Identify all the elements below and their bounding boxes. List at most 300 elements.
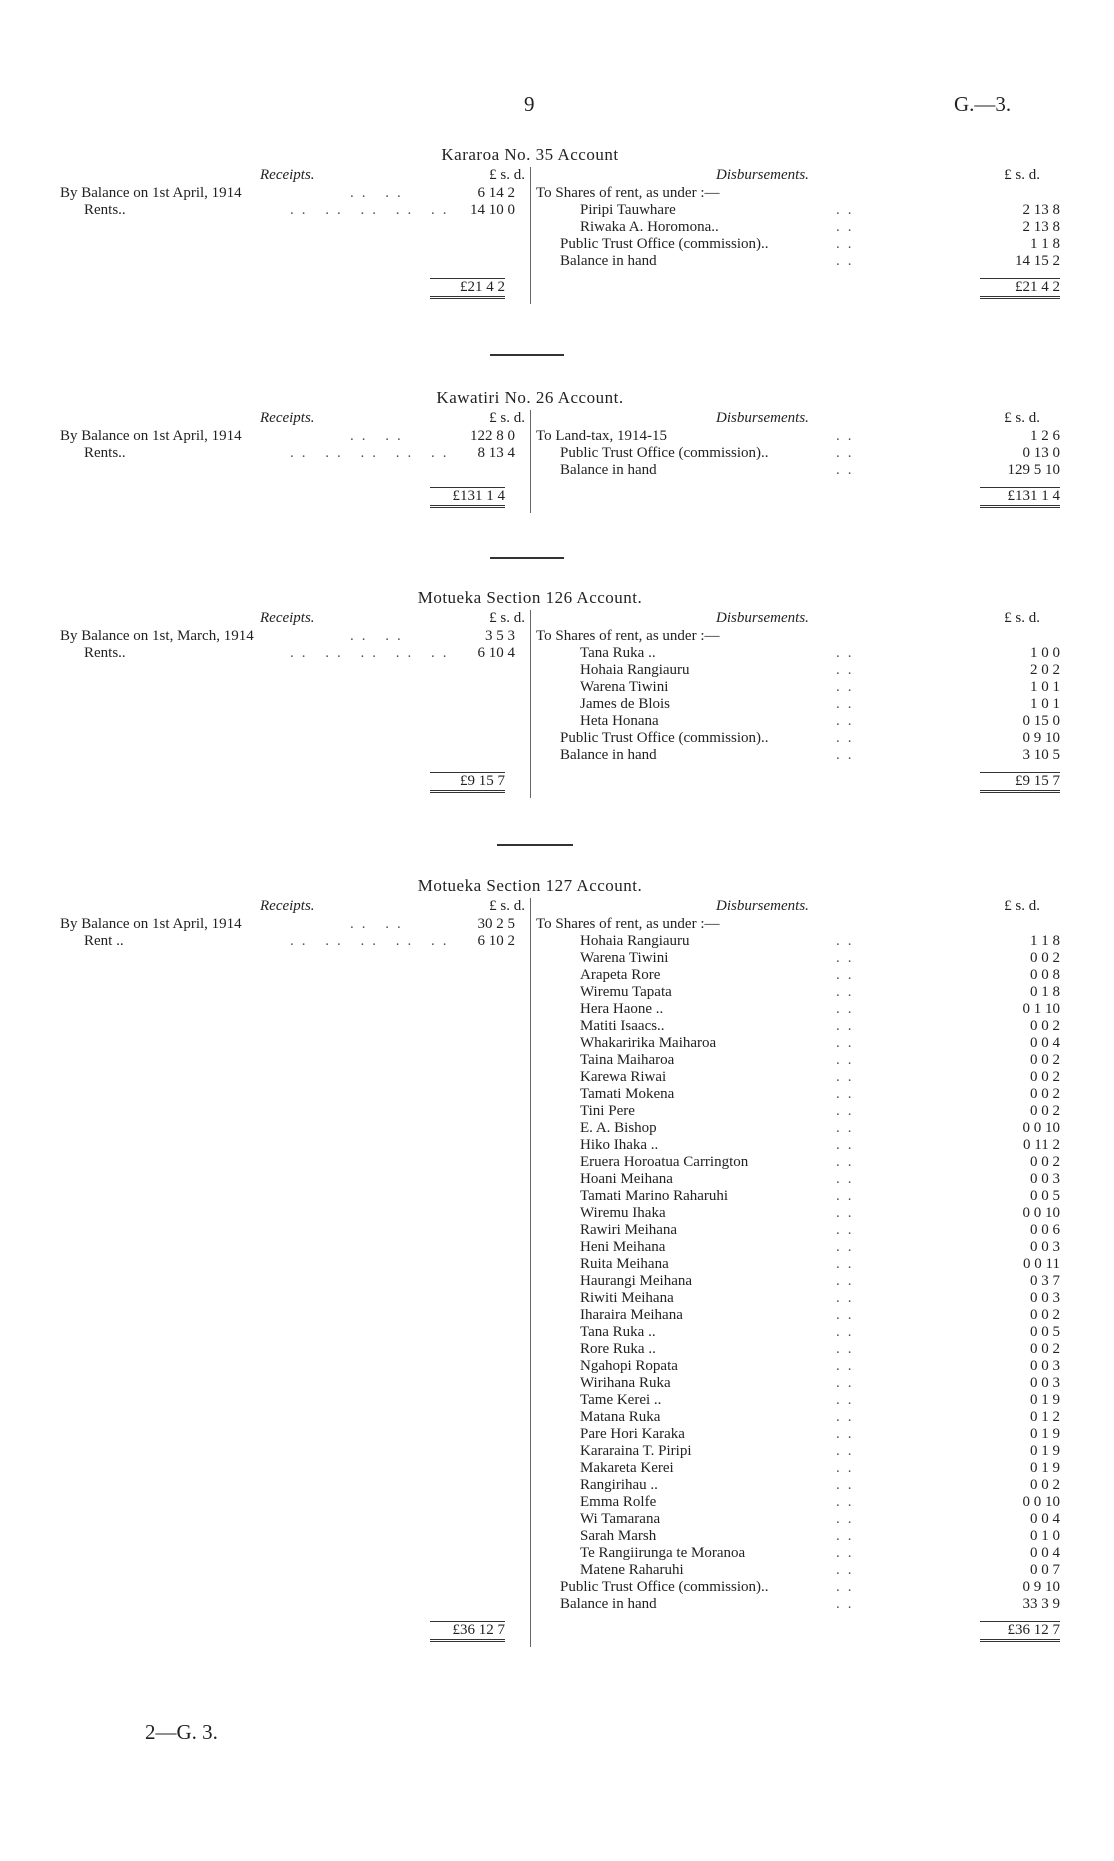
leader-dots: ..: [836, 1205, 860, 1221]
disbursement-label: Wiremu Tapata: [580, 984, 672, 1000]
receipts-currency-heading: £ s. d.: [489, 898, 525, 914]
leader-dots: ..: [836, 730, 860, 746]
receipt-label: Rent ..: [84, 933, 124, 949]
leader-dots: ..: [836, 1392, 860, 1408]
disbursement-label: Public Trust Office (commission)..: [560, 730, 769, 746]
disbursement-row: [536, 967, 1060, 984]
column-divider: [530, 898, 531, 1647]
disbursement-amount: 0 0 4: [1030, 1545, 1060, 1561]
receipt-row: [60, 185, 525, 202]
receipt-row: [60, 645, 525, 662]
disbursement-label: To Land-tax, 1914-15: [536, 428, 668, 444]
disbursement-label: James de Blois: [580, 696, 670, 712]
disbursement-row: [536, 1324, 1060, 1341]
leader-dots: .. ..: [350, 185, 409, 201]
disbursement-amount: 0 0 2: [1030, 1477, 1060, 1493]
receipt-amount: 6 10 4: [477, 645, 515, 661]
section-separator-rule: [497, 844, 573, 846]
disbursement-label: Ngahopi Ropata: [580, 1358, 678, 1374]
leader-dots: .. .. .. .. ..: [290, 202, 455, 218]
disbursement-amount: 0 0 2: [1030, 1018, 1060, 1034]
disbursement-row: [536, 1307, 1060, 1324]
leader-dots: ..: [836, 1290, 860, 1306]
disbursement-row: [536, 1154, 1060, 1171]
leader-dots: ..: [836, 1239, 860, 1255]
disbursements-heading: Disbursements.: [716, 410, 809, 426]
section-separator-rule: [490, 557, 564, 559]
disbursement-row: [536, 185, 1060, 202]
disbursement-row: [536, 1239, 1060, 1256]
disbursement-label: Tamati Mokena: [580, 1086, 675, 1102]
leader-dots: ..: [836, 1307, 860, 1323]
leader-dots: ..: [836, 1324, 860, 1340]
receipt-amount: 6 10 2: [477, 933, 515, 949]
disbursement-label: Arapeta Rore: [580, 967, 661, 983]
disbursement-amount: 0 1 9: [1030, 1392, 1060, 1408]
disbursement-row: [536, 1528, 1060, 1545]
disbursement-label: Hiko Ihaka ..: [580, 1137, 659, 1153]
disbursement-row: [536, 679, 1060, 696]
disbursement-label: Tana Ruka ..: [580, 1324, 656, 1340]
disbursement-amount: 0 0 7: [1030, 1562, 1060, 1578]
disbursement-amount: 0 0 6: [1030, 1222, 1060, 1238]
receipts-heading: Receipts.: [260, 167, 315, 183]
disbursement-amount: 2 13 8: [1022, 202, 1060, 218]
disbursement-label: Balance in hand: [560, 747, 657, 763]
receipts-column: [60, 410, 525, 504]
disbursement-label: Balance in hand: [560, 1596, 657, 1612]
disbursement-label: Haurangi Meihana: [580, 1273, 693, 1289]
disbursement-row: [536, 1052, 1060, 1069]
leader-dots: .. ..: [350, 916, 409, 932]
disbursement-row: [536, 1579, 1060, 1596]
disbursement-label: To Shares of rent, as under :—: [536, 185, 720, 201]
leader-dots: ..: [836, 1460, 860, 1476]
disbursement-label: Piripi Tauwhare: [580, 202, 676, 218]
disbursement-amount: 0 0 4: [1030, 1035, 1060, 1051]
leader-dots: .. .. .. .. ..: [290, 645, 455, 661]
disbursement-row: [536, 1137, 1060, 1154]
disbursement-row: [536, 1392, 1060, 1409]
disbursement-label: Riwaka A. Horomona..: [580, 219, 719, 235]
disbursement-row: [536, 1086, 1060, 1103]
disbursements-column: [536, 610, 1060, 789]
disbursements-total: £21 4 2: [980, 278, 1060, 299]
disbursement-label: Te Rangiirunga te Moranoa: [580, 1545, 746, 1561]
account-section: [60, 145, 1060, 304]
disbursement-row: [536, 1341, 1060, 1358]
disbursement-label: Matiti Isaacs..: [580, 1018, 665, 1034]
disbursement-label: Rawiri Meihana: [580, 1222, 678, 1238]
disbursement-label: Ruita Meihana: [580, 1256, 669, 1272]
disbursement-row: [536, 916, 1060, 933]
leader-dots: ..: [836, 1375, 860, 1391]
disbursements-heading: Disbursements.: [716, 898, 809, 914]
page-number: 9: [524, 92, 535, 116]
disbursements-total: £36 12 7: [980, 1621, 1060, 1642]
disbursement-row: [536, 950, 1060, 967]
receipts-total: £131 1 4: [430, 487, 505, 508]
disbursement-label: Riwiti Meihana: [580, 1290, 674, 1306]
disbursement-label: Taina Maiharoa: [580, 1052, 675, 1068]
disbursement-amount: 0 0 2: [1030, 1069, 1060, 1085]
disbursement-row: [536, 1069, 1060, 1086]
disbursement-label: E. A. Bishop: [580, 1120, 657, 1136]
leader-dots: ..: [836, 1154, 860, 1170]
disbursement-label: Public Trust Office (commission)..: [560, 236, 769, 252]
disbursement-row: [536, 1188, 1060, 1205]
disbursement-label: Warena Tiwini: [580, 679, 669, 695]
disbursement-label: Warena Tiwini: [580, 950, 669, 966]
disbursement-amount: 0 0 3: [1030, 1290, 1060, 1306]
receipts-column: [60, 610, 525, 789]
disbursement-row: [536, 1409, 1060, 1426]
disbursement-label: Hera Haone ..: [580, 1001, 664, 1017]
disbursements-currency-heading: £ s. d.: [1004, 167, 1040, 183]
disbursement-amount: 0 0 2: [1030, 1103, 1060, 1119]
leader-dots: ..: [836, 950, 860, 966]
disbursement-label: Heni Meihana: [580, 1239, 666, 1255]
disbursement-row: [536, 1375, 1060, 1392]
receipts-heading: Receipts.: [260, 898, 315, 914]
disbursements-currency-heading: £ s. d.: [1004, 410, 1040, 426]
receipts-heading: Receipts.: [260, 610, 315, 626]
disbursement-amount: 0 0 2: [1030, 1341, 1060, 1357]
disbursement-row: [536, 1256, 1060, 1273]
disbursement-row: [536, 1205, 1060, 1222]
disbursement-label: Hoani Meihana: [580, 1171, 673, 1187]
footer-signature: 2—G. 3.: [145, 1720, 218, 1744]
disbursement-amount: 0 0 3: [1030, 1375, 1060, 1391]
disbursement-amount: 0 0 2: [1030, 1307, 1060, 1323]
leader-dots: ..: [836, 462, 860, 478]
disbursement-label: Rangirihau ..: [580, 1477, 658, 1493]
disbursement-row: [536, 1103, 1060, 1120]
document-reference: G.—3.: [954, 92, 1012, 116]
column-divider: [530, 167, 531, 304]
disbursement-amount: 1 0 0: [1030, 645, 1060, 661]
leader-dots: ..: [836, 445, 860, 461]
leader-dots: ..: [836, 645, 860, 661]
disbursement-amount: 33 3 9: [1022, 1596, 1060, 1612]
account-section: [60, 588, 1060, 798]
disbursement-label: Wirihana Ruka: [580, 1375, 671, 1391]
leader-dots: .. .. .. .. ..: [290, 933, 455, 949]
disbursement-label: Sarah Marsh: [580, 1528, 657, 1544]
receipt-row: [60, 445, 525, 462]
disbursement-amount: 0 0 5: [1030, 1188, 1060, 1204]
leader-dots: ..: [836, 1528, 860, 1544]
disbursement-row: [536, 1494, 1060, 1511]
leader-dots: ..: [836, 984, 860, 1000]
account-title: Motueka Section 126 Account.: [417, 588, 643, 607]
leader-dots: ..: [836, 1477, 860, 1493]
disbursement-amount: 14 15 2: [1015, 253, 1060, 269]
disbursement-row: [536, 1222, 1060, 1239]
disbursement-amount: 0 1 9: [1030, 1460, 1060, 1476]
receipt-label: By Balance on 1st April, 1914: [60, 916, 242, 932]
disbursement-row: [536, 1358, 1060, 1375]
disbursement-amount: 0 0 5: [1030, 1324, 1060, 1340]
disbursements-currency-heading: £ s. d.: [1004, 610, 1040, 626]
leader-dots: ..: [836, 236, 860, 252]
receipt-amount: 14 10 0: [470, 202, 515, 218]
disbursement-amount: 0 11 2: [1023, 1137, 1060, 1153]
disbursement-amount: 1 2 6: [1030, 428, 1060, 444]
disbursement-amount: 0 1 10: [1022, 1001, 1060, 1017]
leader-dots: .. .. .. .. ..: [290, 445, 455, 461]
disbursement-row: [536, 428, 1060, 445]
leader-dots: ..: [836, 1341, 860, 1357]
disbursement-label: Public Trust Office (commission)..: [560, 1579, 769, 1595]
receipts-total: £21 4 2: [430, 278, 505, 299]
disbursement-amount: 1 1 8: [1030, 236, 1060, 252]
disbursement-row: [536, 645, 1060, 662]
leader-dots: ..: [836, 967, 860, 983]
disbursement-row: [536, 253, 1060, 270]
disbursement-row: [536, 1273, 1060, 1290]
receipts-total: £36 12 7: [430, 1621, 505, 1642]
column-divider: [530, 410, 531, 513]
disbursement-label: Balance in hand: [560, 253, 657, 269]
disbursement-amount: 0 13 0: [1022, 445, 1060, 461]
leader-dots: ..: [836, 1069, 860, 1085]
disbursements-heading: Disbursements.: [716, 167, 809, 183]
receipts-column: [60, 898, 525, 1638]
disbursement-row: [536, 1443, 1060, 1460]
receipt-amount: 8 13 4: [477, 445, 515, 461]
receipt-amount: 3 5 3: [485, 628, 515, 644]
disbursement-label: Wi Tamarana: [580, 1511, 661, 1527]
disbursements-column: [536, 167, 1060, 295]
disbursement-row: [536, 462, 1060, 479]
disbursement-row: [536, 1035, 1060, 1052]
disbursement-label: To Shares of rent, as under :—: [536, 916, 720, 932]
account-section: [60, 876, 1060, 1647]
account-title: Kararoa No. 35 Account: [441, 145, 619, 164]
receipt-amount: 122 8 0: [470, 428, 515, 444]
disbursement-label: Iharaira Meihana: [580, 1307, 683, 1323]
disbursement-amount: 0 9 10: [1022, 1579, 1060, 1595]
disbursement-row: [536, 1290, 1060, 1307]
receipts-column: [60, 167, 525, 295]
disbursement-row: [536, 662, 1060, 679]
leader-dots: ..: [836, 1358, 860, 1374]
section-separator-rule: [490, 354, 564, 356]
receipt-row: [60, 628, 525, 645]
disbursement-amount: 0 0 11: [1023, 1256, 1060, 1272]
disbursement-amount: 0 9 10: [1022, 730, 1060, 746]
leader-dots: .. ..: [350, 428, 409, 444]
leader-dots: ..: [836, 1035, 860, 1051]
leader-dots: ..: [836, 219, 860, 235]
account-columns: [60, 898, 1060, 1647]
account-columns: [60, 167, 1060, 304]
receipt-row: [60, 916, 525, 933]
disbursement-label: Whakaririka Maiharoa: [580, 1035, 717, 1051]
disbursement-row: [536, 1171, 1060, 1188]
disbursement-row: [536, 1511, 1060, 1528]
disbursement-amount: 0 0 8: [1030, 967, 1060, 983]
account-title: Kawatiri No. 26 Account.: [436, 388, 624, 407]
disbursement-row: [536, 1545, 1060, 1562]
disbursement-row: [536, 696, 1060, 713]
disbursement-amount: 2 0 2: [1030, 662, 1060, 678]
disbursement-amount: 0 0 3: [1030, 1239, 1060, 1255]
disbursement-amount: 0 0 2: [1030, 1154, 1060, 1170]
receipt-label: Rents..: [84, 202, 126, 218]
disbursement-row: [536, 1562, 1060, 1579]
leader-dots: ..: [836, 1494, 860, 1510]
disbursement-label: Wiremu Ihaka: [580, 1205, 666, 1221]
disbursement-label: Public Trust Office (commission)..: [560, 445, 769, 461]
leader-dots: ..: [836, 1137, 860, 1153]
receipt-row: [60, 933, 525, 950]
leader-dots: ..: [836, 1052, 860, 1068]
disbursements-total: £131 1 4: [980, 487, 1060, 508]
leader-dots: ..: [836, 1188, 860, 1204]
receipt-amount: 6 14 2: [477, 185, 515, 201]
disbursement-row: [536, 713, 1060, 730]
disbursement-row: [536, 1460, 1060, 1477]
disbursement-label: Tini Pere: [580, 1103, 635, 1119]
receipt-row: [60, 202, 525, 219]
leader-dots: ..: [836, 747, 860, 763]
disbursement-label: Emma Rolfe: [580, 1494, 657, 1510]
disbursement-label: Tana Ruka ..: [580, 645, 656, 661]
disbursement-amount: 1 0 1: [1030, 679, 1060, 695]
disbursement-amount: 0 1 9: [1030, 1443, 1060, 1459]
column-divider: [530, 610, 531, 798]
disbursement-amount: 1 0 1: [1030, 696, 1060, 712]
disbursements-heading: Disbursements.: [716, 610, 809, 626]
leader-dots: ..: [836, 1562, 860, 1578]
leader-dots: ..: [836, 1018, 860, 1034]
disbursement-row: [536, 236, 1060, 253]
disbursement-label: Hohaia Rangiauru: [580, 662, 690, 678]
disbursement-label: Tame Kerei ..: [580, 1392, 662, 1408]
leader-dots: ..: [836, 1443, 860, 1459]
leader-dots: ..: [836, 1171, 860, 1187]
receipts-currency-heading: £ s. d.: [489, 167, 525, 183]
receipt-label: Rents..: [84, 645, 126, 661]
leader-dots: ..: [836, 1511, 860, 1527]
disbursement-row: [536, 933, 1060, 950]
disbursement-row: [536, 1426, 1060, 1443]
disbursements-column: [536, 410, 1060, 504]
disbursement-label: Eruera Horoatua Carrington: [580, 1154, 749, 1170]
leader-dots: ..: [836, 1086, 860, 1102]
disbursement-amount: 0 0 2: [1030, 1052, 1060, 1068]
disbursement-amount: 0 0 3: [1030, 1358, 1060, 1374]
receipts-currency-heading: £ s. d.: [489, 610, 525, 626]
disbursement-label: Kararaina T. Piripi: [580, 1443, 692, 1459]
receipts-total: £9 15 7: [430, 772, 505, 793]
disbursement-label: Makareta Kerei: [580, 1460, 674, 1476]
disbursement-amount: 1 1 8: [1030, 933, 1060, 949]
leader-dots: .. ..: [350, 628, 409, 644]
disbursement-row: [536, 1477, 1060, 1494]
disbursement-amount: 0 1 8: [1030, 984, 1060, 1000]
leader-dots: ..: [836, 1256, 860, 1272]
leader-dots: ..: [836, 1545, 860, 1561]
account-columns: [60, 610, 1060, 798]
disbursement-amount: 0 3 7: [1030, 1273, 1060, 1289]
leader-dots: ..: [836, 202, 860, 218]
disbursement-amount: 0 1 9: [1030, 1426, 1060, 1442]
leader-dots: ..: [836, 1001, 860, 1017]
account-section: [60, 388, 1060, 513]
disbursements-total: £9 15 7: [980, 772, 1060, 793]
disbursement-amount: 0 0 10: [1022, 1494, 1060, 1510]
receipt-label: By Balance on 1st April, 1914: [60, 428, 242, 444]
disbursement-amount: 0 0 2: [1030, 950, 1060, 966]
disbursement-amount: 0 15 0: [1022, 713, 1060, 729]
disbursement-amount: 0 0 3: [1030, 1171, 1060, 1187]
receipts-heading: Receipts.: [260, 410, 315, 426]
disbursement-amount: 0 0 10: [1022, 1120, 1060, 1136]
disbursement-amount: 0 1 2: [1030, 1409, 1060, 1425]
disbursement-label: To Shares of rent, as under :—: [536, 628, 720, 644]
leader-dots: ..: [836, 662, 860, 678]
leader-dots: ..: [836, 253, 860, 269]
leader-dots: ..: [836, 696, 860, 712]
leader-dots: ..: [836, 1222, 860, 1238]
disbursement-row: [536, 1120, 1060, 1137]
disbursement-row: [536, 219, 1060, 236]
leader-dots: ..: [836, 1426, 860, 1442]
disbursement-amount: 129 5 10: [1007, 462, 1060, 478]
disbursement-row: [536, 730, 1060, 747]
disbursement-label: Karewa Riwai: [580, 1069, 667, 1085]
receipt-label: By Balance on 1st, March, 1914: [60, 628, 254, 644]
receipt-label: By Balance on 1st April, 1914: [60, 185, 242, 201]
leader-dots: ..: [836, 1120, 860, 1136]
receipt-row: [60, 428, 525, 445]
account-title: Motueka Section 127 Account.: [417, 876, 643, 895]
disbursement-label: Rore Ruka ..: [580, 1341, 656, 1357]
disbursement-amount: 2 13 8: [1022, 219, 1060, 235]
disbursement-label: Heta Honana: [580, 713, 659, 729]
leader-dots: ..: [836, 1103, 860, 1119]
receipts-currency-heading: £ s. d.: [489, 410, 525, 426]
disbursement-row: [536, 1001, 1060, 1018]
receipt-label: Rents..: [84, 445, 126, 461]
disbursement-row: [536, 747, 1060, 764]
disbursement-amount: 0 0 4: [1030, 1511, 1060, 1527]
receipt-amount: 30 2 5: [477, 916, 515, 932]
account-columns: [60, 410, 1060, 513]
disbursement-row: [536, 628, 1060, 645]
disbursements-currency-heading: £ s. d.: [1004, 898, 1040, 914]
disbursement-label: Hohaia Rangiauru: [580, 933, 690, 949]
leader-dots: ..: [836, 713, 860, 729]
leader-dots: ..: [836, 1409, 860, 1425]
leader-dots: ..: [836, 1596, 860, 1612]
disbursement-row: [536, 1596, 1060, 1613]
disbursement-row: [536, 1018, 1060, 1035]
disbursement-row: [536, 445, 1060, 462]
leader-dots: ..: [836, 679, 860, 695]
disbursement-label: Tamati Marino Raharuhi: [580, 1188, 729, 1204]
leader-dots: ..: [836, 1579, 860, 1595]
disbursement-amount: 3 10 5: [1022, 747, 1060, 763]
disbursements-column: [536, 898, 1060, 1638]
disbursement-amount: 0 1 0: [1030, 1528, 1060, 1544]
disbursement-label: Matene Raharuhi: [580, 1562, 684, 1578]
disbursement-row: [536, 202, 1060, 219]
leader-dots: ..: [836, 1273, 860, 1289]
